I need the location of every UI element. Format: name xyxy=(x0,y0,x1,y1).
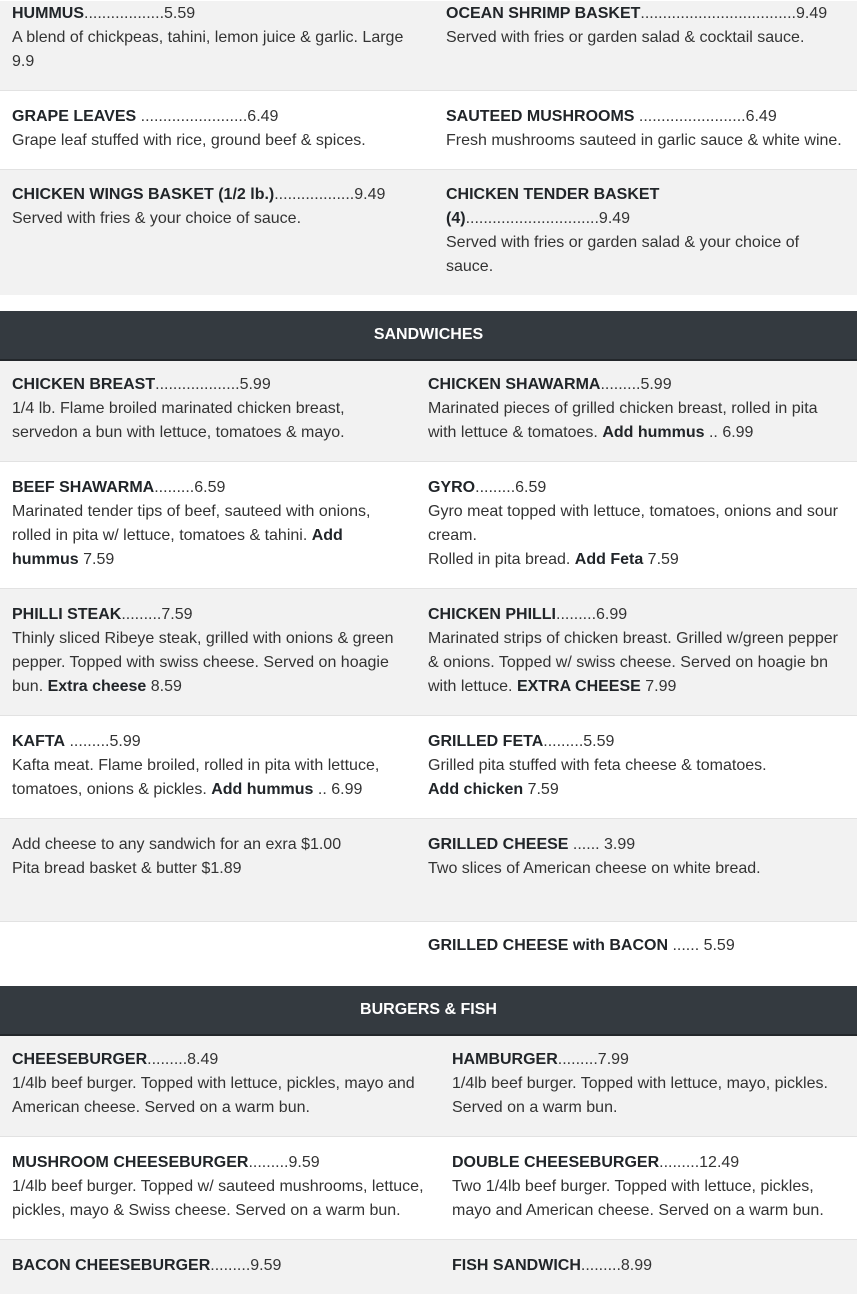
item-price: .........6.59 xyxy=(475,479,546,496)
addon-price: 8.59 xyxy=(146,678,182,695)
menu-item xyxy=(416,462,857,589)
menu-row xyxy=(0,1036,857,1137)
addon-label: Add hummus xyxy=(602,424,704,441)
addon-price: 7.59 xyxy=(643,551,679,568)
item-name: FISH SANDWICH xyxy=(452,1257,581,1274)
menu-row xyxy=(0,819,857,922)
item-description: 1/4lb beef burger. Topped w/ sauteed mushrooms, lettuce, pickles, mayo & Swiss cheese. Served on a warm bun. xyxy=(12,1175,428,1223)
addon-label: Add hummus xyxy=(211,781,313,798)
item-price: ...... 5.59 xyxy=(668,937,735,954)
item-name: CHICKEN BREAST xyxy=(12,376,155,393)
empty-cell xyxy=(0,922,416,987)
item-price: .........8.99 xyxy=(581,1257,652,1274)
menu-item xyxy=(0,1036,440,1137)
addon-price: .. 6.99 xyxy=(705,424,754,441)
addon-price: 7.99 xyxy=(641,678,677,695)
menu-row xyxy=(0,589,857,716)
item-addon xyxy=(428,778,845,802)
item-name: BACON CHEESEBURGER xyxy=(12,1257,210,1274)
menu-item xyxy=(0,361,416,462)
menu-item xyxy=(0,716,416,819)
item-description: 1/4lb beef burger. Topped with lettuce, pickles, mayo and American cheese. Served on a warm bun. xyxy=(12,1072,428,1120)
item-price: ..............................9.49 xyxy=(466,210,631,227)
item-name: MUSHROOM CHEESEBURGER xyxy=(12,1154,248,1171)
menu-row xyxy=(0,1,857,91)
item-price: ........................6.49 xyxy=(634,108,776,125)
item-description: Kafta meat. Flame broiled, rolled in pita with lettuce, tomatoes, onions & pickles. Add hummus .. 6.99 xyxy=(12,754,404,802)
item-description: Grilled pita stuffed with feta cheese & tomatoes. xyxy=(428,754,845,778)
item-name: PHILLI STEAK xyxy=(12,606,121,623)
menu-row xyxy=(0,91,857,170)
item-price: ...................5.99 xyxy=(155,376,271,393)
item-price: .........5.99 xyxy=(600,376,671,393)
item-name: BEEF SHAWARMA xyxy=(12,479,154,496)
menu-item xyxy=(416,819,857,922)
item-description: Rolled in pita bread. Add Feta 7.59 xyxy=(428,548,845,572)
menu-item xyxy=(416,922,857,987)
section-heading-sandwiches: SANDWICHES xyxy=(0,311,857,361)
item-price: .........12.49 xyxy=(659,1154,739,1171)
menu-row xyxy=(0,716,857,819)
item-name: CHEESEBURGER xyxy=(12,1051,147,1068)
appetizers-table xyxy=(0,1,857,295)
item-price: .........6.59 xyxy=(154,479,225,496)
addon-label: Add chicken xyxy=(428,781,523,798)
addon-price: 7.59 xyxy=(523,781,559,798)
menu-item xyxy=(0,1137,440,1240)
item-description: Marinated pieces of grilled chicken breast, rolled in pita with lettuce & tomatoes. Add hummus .. 6.99 xyxy=(428,397,845,445)
addon-price: 7.59 xyxy=(79,551,115,568)
item-description: Served with fries & your choice of sauce. xyxy=(12,207,422,231)
item-name: HUMMUS xyxy=(12,5,84,22)
menu-item xyxy=(0,91,434,170)
menu-item xyxy=(434,170,857,296)
item-description: Marinated tender tips of beef, sauteed with onions, rolled in pita w/ lettuce, tomatoes & tahini. Add hummus 7.59 xyxy=(12,500,404,572)
item-name: GYRO xyxy=(428,479,475,496)
addon-label: Add hummus xyxy=(12,527,343,568)
menu-row xyxy=(0,170,857,296)
item-description: Thinly sliced Ribeye steak, grilled with onions & green pepper. Topped with swiss cheese. Served on hoagie bun. Extra cheese 8.59 xyxy=(12,627,404,699)
item-name: GRILLED CHEESE with BACON xyxy=(428,937,668,954)
menu-item xyxy=(0,170,434,296)
item-price: .........9.59 xyxy=(210,1257,281,1274)
item-name: SAUTEED MUSHROOMS xyxy=(446,108,634,125)
item-description: Fresh mushrooms sauteed in garlic sauce & white wine. xyxy=(446,129,845,153)
menu-row xyxy=(0,922,857,987)
note-text: Pita bread basket & butter $1.89 xyxy=(12,857,404,881)
menu-row xyxy=(0,1240,857,1294)
item-description: Two 1/4lb beef burger. Topped with lettuce, pickles, mayo and American cheese. Served on a warm bun. xyxy=(452,1175,845,1223)
item-price: .........9.59 xyxy=(248,1154,319,1171)
item-name: GRILLED CHEESE xyxy=(428,836,568,853)
menu-row xyxy=(0,361,857,462)
item-name: GRILLED FETA xyxy=(428,733,543,750)
menu-note xyxy=(0,819,416,922)
menu-item xyxy=(0,462,416,589)
menu-item xyxy=(0,1,434,91)
item-price: ..................9.49 xyxy=(274,186,385,203)
item-price: .........7.99 xyxy=(558,1051,629,1068)
item-name: CHICKEN SHAWARMA xyxy=(428,376,600,393)
item-price: .........5.99 xyxy=(65,733,141,750)
menu-item xyxy=(0,1240,440,1294)
menu-item xyxy=(0,589,416,716)
menu-item xyxy=(416,589,857,716)
item-description: Served with fries or garden salad & your choice of sauce. xyxy=(446,231,845,279)
menu-row xyxy=(0,462,857,589)
item-name: CHICKEN WINGS BASKET (1/2 lb.) xyxy=(12,186,274,203)
item-description: Grape leaf stuffed with rice, ground beef & spices. xyxy=(12,129,422,153)
addon-label: Extra cheese xyxy=(48,678,147,695)
menu-item xyxy=(416,716,857,819)
item-name: CHICKEN PHILLI xyxy=(428,606,556,623)
item-price: .........7.59 xyxy=(121,606,192,623)
item-price: ...................................9.49 xyxy=(640,5,827,22)
item-description: Two slices of American cheese on white bread. xyxy=(428,857,845,881)
menu-item xyxy=(416,361,857,462)
item-description: A blend of chickpeas, tahini, lemon juice & garlic. Large 9.9 xyxy=(12,26,422,74)
item-name: GRAPE LEAVES xyxy=(12,108,136,125)
menu-row xyxy=(0,1137,857,1240)
addon-price: .. 6.99 xyxy=(313,781,362,798)
menu-item xyxy=(440,1240,857,1294)
menu-item xyxy=(440,1036,857,1137)
menu-item xyxy=(440,1137,857,1240)
item-price: .........6.99 xyxy=(556,606,627,623)
item-name: DOUBLE CHEESEBURGER xyxy=(452,1154,659,1171)
item-description: 1/4 lb. Flame broiled marinated chicken breast, servedon a bun with lettuce, tomatoes & mayo. xyxy=(12,397,404,445)
item-description: 1/4lb beef burger. Topped with lettuce, mayo, pickles. Served on a warm bun. xyxy=(452,1072,845,1120)
item-price: .........8.49 xyxy=(147,1051,218,1068)
item-name: CHICKEN TENDER BASKET (4) xyxy=(446,186,659,227)
item-description: Gyro meat topped with lettuce, tomatoes, onions and sour cream. xyxy=(428,500,845,548)
addon-label: Add Feta xyxy=(575,551,643,568)
note-text: Add cheese to any sandwich for an exra $1.00 xyxy=(12,833,404,857)
item-price: ...... 3.99 xyxy=(568,836,635,853)
menu-item xyxy=(434,1,857,91)
addon-label: EXTRA CHEESE xyxy=(517,678,641,695)
burgers-table xyxy=(0,1036,857,1294)
menu-item xyxy=(434,91,857,170)
sandwiches-table xyxy=(0,361,857,986)
item-name: OCEAN SHRIMP BASKET xyxy=(446,5,640,22)
item-price: ........................6.49 xyxy=(136,108,278,125)
section-heading-burgers: BURGERS & FISH xyxy=(0,986,857,1036)
item-description: Served with fries or garden salad & cocktail sauce. xyxy=(446,26,845,50)
item-price: .........5.59 xyxy=(543,733,614,750)
item-description: Marinated strips of chicken breast. Grilled w/green pepper & onions. Topped w/ swiss cheese. Served on hoagie bn with lettuce. EXTRA CHEESE 7.99 xyxy=(428,627,845,699)
item-name: HAMBURGER xyxy=(452,1051,558,1068)
item-name: KAFTA xyxy=(12,733,65,750)
item-price: ..................5.59 xyxy=(84,5,195,22)
